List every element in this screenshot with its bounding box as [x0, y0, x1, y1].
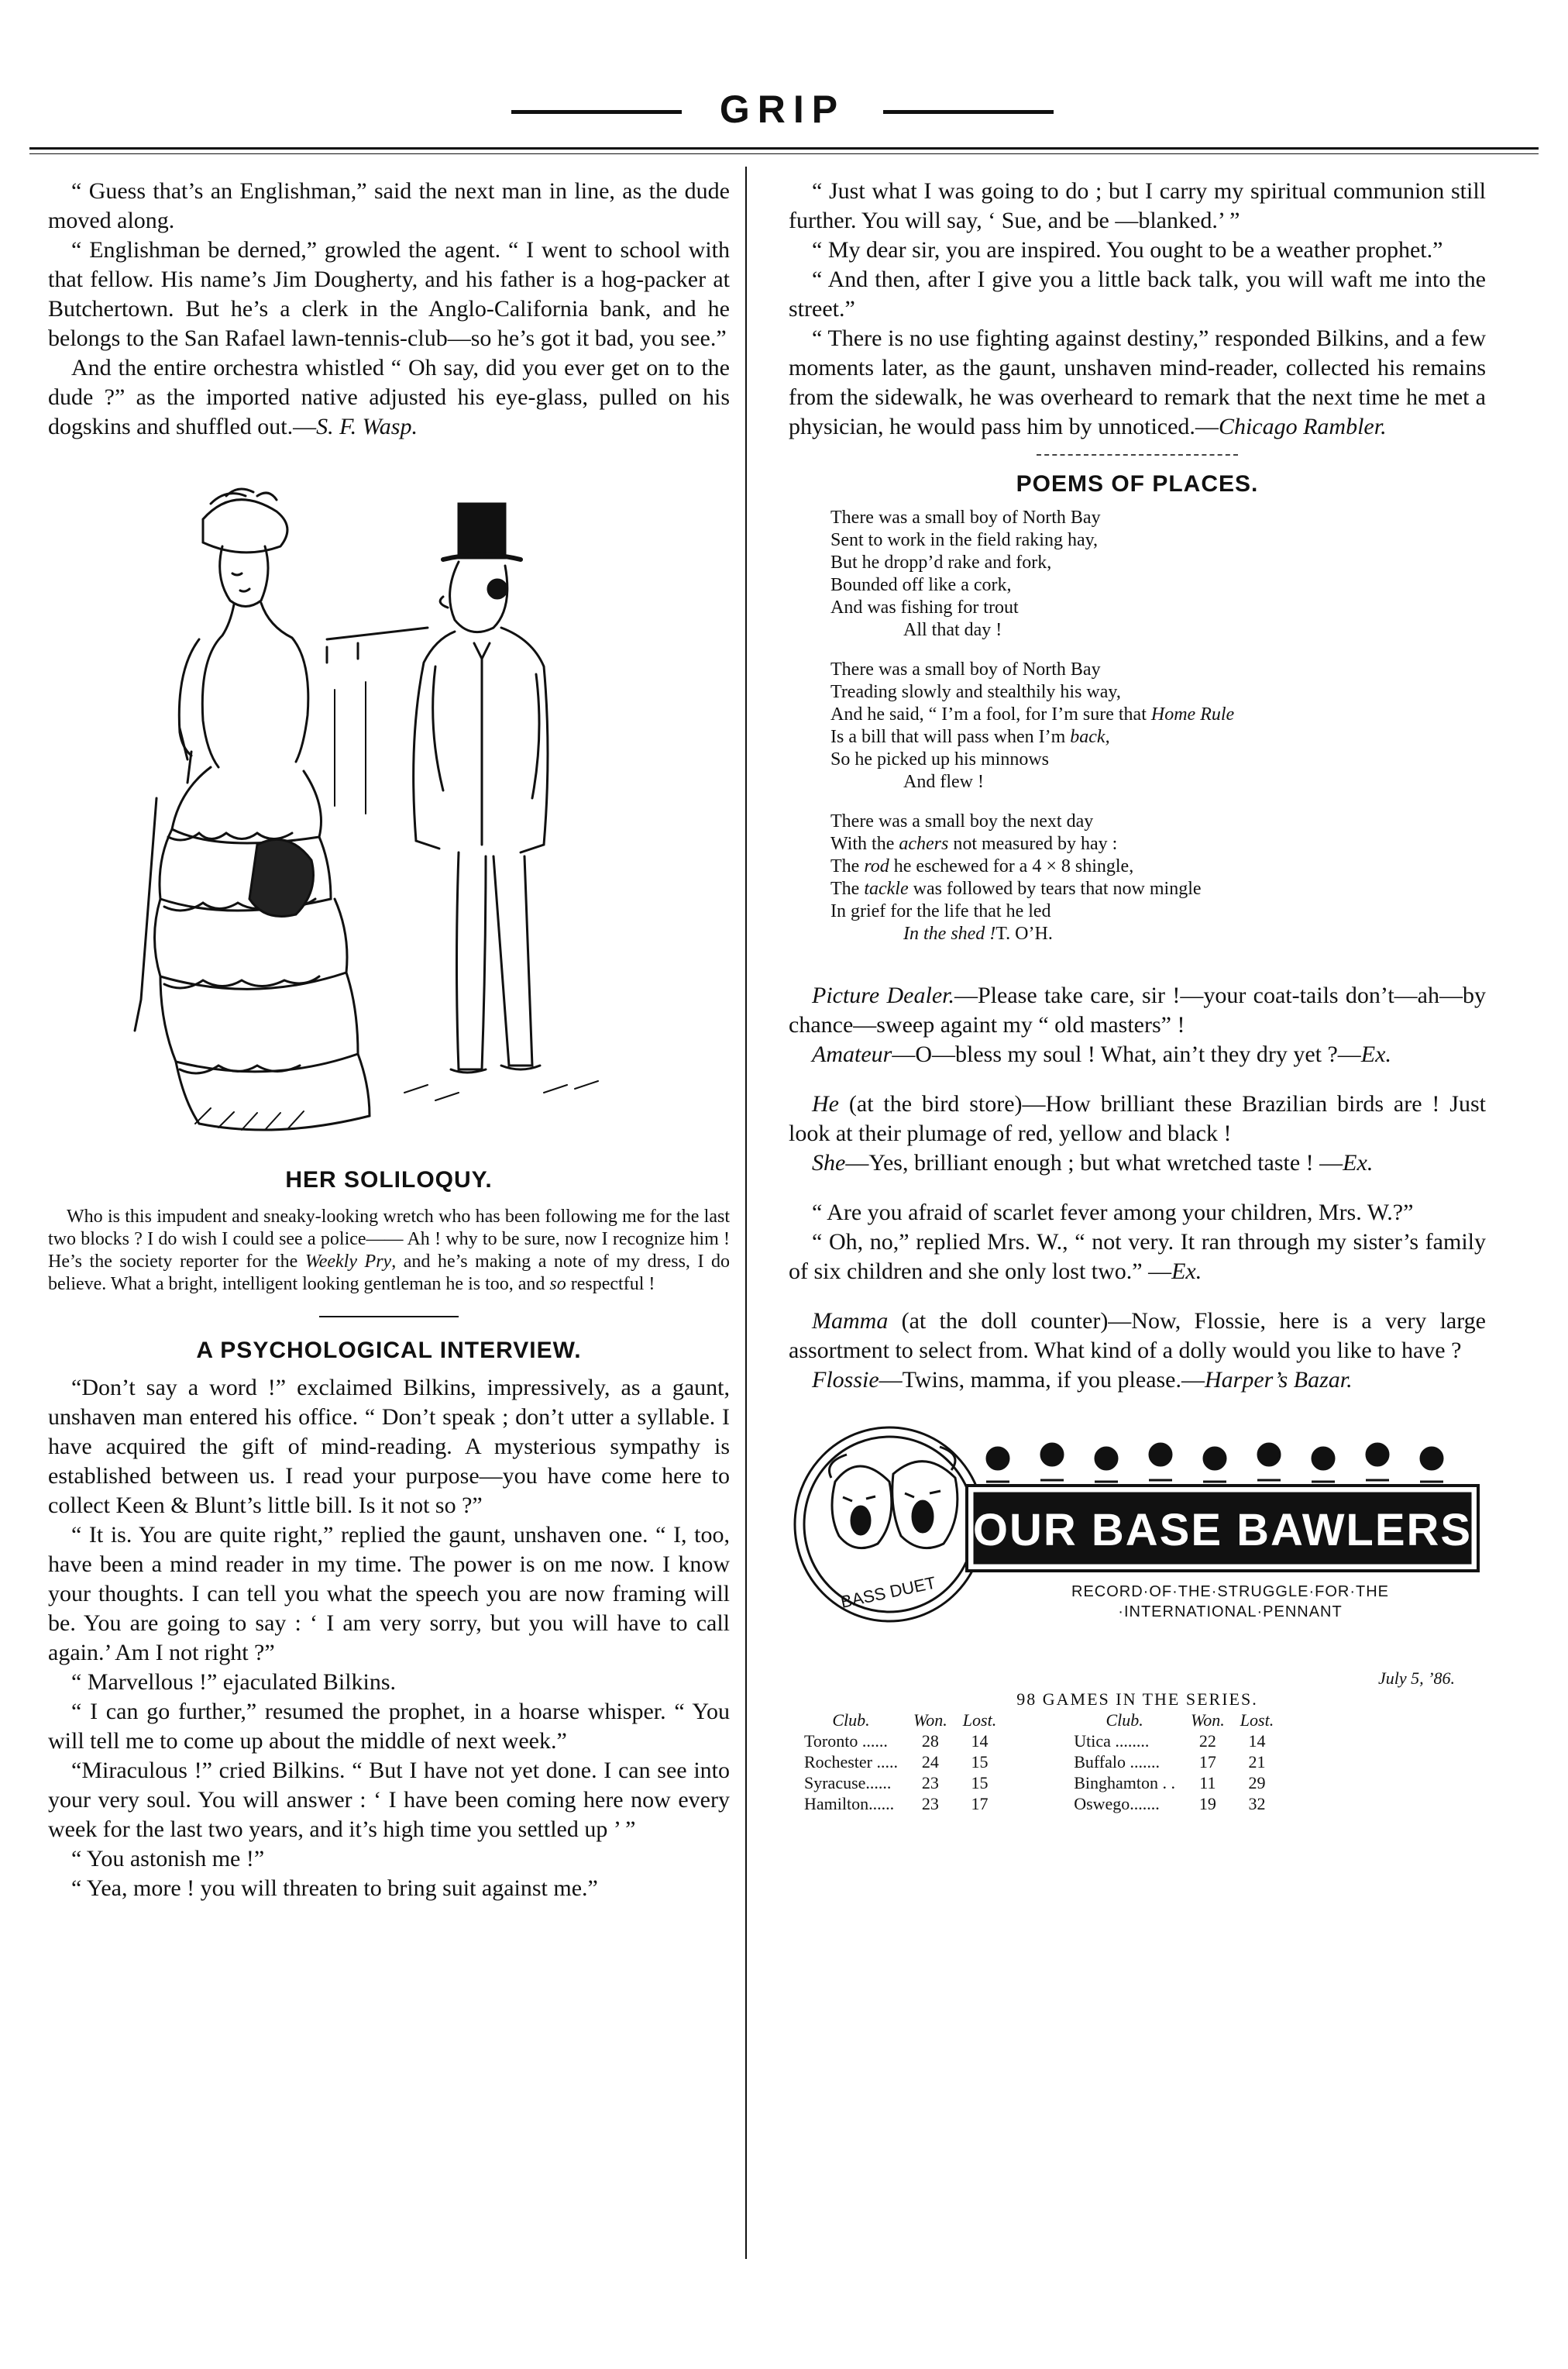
caption-emphasis: so	[549, 1274, 566, 1294]
continuation-paragraph: “ And then, after I give you a little back talk, you will waft me into the street.”	[789, 267, 1486, 322]
joke-speaker: She	[812, 1150, 846, 1176]
poem-italic: achers	[899, 834, 949, 854]
base-bawlers-banner	[789, 1412, 1486, 1668]
caption-text: Who is this impudent and sneaky-looking wretch who has been following me for the last two blocks ? I do wish I could see a police—— Ah ! why to be sure, now I recognize him ! He’s the society reporter for the	[48, 1207, 730, 1272]
intro-paragraph: “ Guess that’s an Englishman,” said the next man in line, as the dude moved along.	[48, 178, 730, 233]
joke-paragraph: “ Are you afraid of scarlet fever among your children, Mrs. W.?”	[812, 1200, 1414, 1225]
poem-text: The	[830, 879, 865, 899]
poem-italic: Home Rule	[1150, 704, 1235, 725]
club-name: Toronto ......	[804, 1731, 888, 1751]
poem-line	[830, 726, 1486, 749]
standings-caption: 98 GAMES IN THE SERIES.	[1016, 1689, 1258, 1709]
poem-line	[830, 856, 1486, 878]
table-row	[796, 1730, 1281, 1751]
continuation-paragraph	[789, 324, 1486, 442]
banner-subtitle: ·INTERNATIONAL·PENNANT	[1118, 1603, 1343, 1620]
continuation-paragraph: “ Just what I was going to do ; but I carry my spiritual communion still further. You will say, ‘ Sue, and be —blanked.’ ”	[789, 178, 1486, 233]
column-header: Lost.	[1240, 1710, 1274, 1730]
poems-title: POEMS OF PLACES.	[1016, 471, 1259, 497]
header-rule	[29, 147, 1539, 150]
joke-text: —Twins, mamma, if you please.—	[879, 1367, 1205, 1393]
article-paragraph: “Miraculous !” cried Bilkins. “ But I have not yet done. I can see into your very soul. You will answer : ‘ I have been coming here now every week for the last two years, and it’s high time you settled up ’ ”	[48, 1758, 730, 1842]
joke-paragraph	[789, 1307, 1486, 1365]
joke-text: —O—bless my soul ! What, ain’t they dry yet ?—	[892, 1042, 1361, 1067]
poem-line: But he dropp’d rake and fork,	[830, 553, 1052, 573]
poem-line: And flew !	[903, 772, 984, 792]
joke-paragraph	[789, 1148, 1486, 1178]
games-won: 24	[921, 1752, 939, 1772]
table-row	[796, 1793, 1281, 1814]
poem-text: was followed by tears that now mingle	[908, 879, 1202, 899]
table-header-row	[796, 1710, 1281, 1730]
poem-stanza	[789, 811, 1486, 945]
poem-line	[830, 833, 1486, 856]
poem-italic: In the shed !	[903, 924, 996, 944]
games-won: 23	[921, 1794, 939, 1813]
poem-text: he eschewed for a 4 × 8 shingle,	[889, 856, 1134, 876]
poem-line	[830, 878, 1486, 900]
column-header: Club.	[832, 1710, 870, 1730]
joke-text: (at the doll counter)—Now, Flossie, here is a very large assortment to select from. What kind of a dolly would you like to have ?	[789, 1308, 1486, 1363]
games-lost: 15	[971, 1773, 989, 1792]
club-name: Buffalo .......	[1074, 1752, 1161, 1772]
illustration-woman-and-dude	[95, 473, 683, 1147]
club-name: Binghamton . .	[1074, 1773, 1175, 1792]
games-won: 28	[921, 1731, 939, 1751]
games-won: 11	[1199, 1773, 1216, 1792]
poem-text: Is a bill that will pass when I’m	[830, 727, 1071, 747]
joke-speaker: Mamma	[812, 1308, 889, 1334]
joke-source: Harper’s Bazar.	[1205, 1367, 1353, 1393]
column-gap	[1004, 1751, 1066, 1772]
banner-badge: BASS DUET	[838, 1572, 938, 1612]
column-gap	[1004, 1710, 1066, 1730]
article-paragraph: “Don’t say a word !” exclaimed Bilkins, impressively, as a gaunt, unshaven man entered his office. “ Don’t speak ; don’t utter a syllable. I have acquired the gift of mind-reading. A mysterious sympathy is established between us. I read your purpose—you have come here to collect Keen & Blunt’s little bill. Is it not so ?”	[48, 1375, 730, 1518]
joke-speaker: He	[812, 1091, 839, 1117]
right-column	[789, 177, 1486, 1814]
joke-text: —Please take care, sir !—your coat-tails don’t—ah—by chance—sweep againt my “ old masters” !	[789, 983, 1487, 1038]
intro-source: S. F. Wasp.	[316, 414, 418, 439]
masthead-title: GRIP	[719, 88, 846, 131]
joke-text: “ Oh, no,” replied Mrs. W., “ not very. It ran through my sister’s family of six children and she only lost two.” —	[789, 1229, 1486, 1284]
joke-text: —Yes, brilliant enough ; but what wretched taste ! —	[845, 1150, 1343, 1176]
poem-line: And was fishing for trout	[830, 597, 1019, 618]
column-gap	[1004, 1772, 1066, 1793]
joke-source: Ex.	[1343, 1150, 1374, 1176]
column-header: Club.	[1106, 1710, 1143, 1730]
joke-paragraph	[789, 1090, 1486, 1148]
games-lost: 32	[1248, 1794, 1266, 1813]
club-name: Hamilton......	[804, 1794, 895, 1813]
column-gap	[1004, 1730, 1066, 1751]
poem-stanza	[789, 659, 1486, 794]
illustration-caption	[48, 1206, 730, 1296]
article-paragraph: “ Yea, more ! you will threaten to bring suit against me.”	[71, 1875, 598, 1901]
article-title: A PSYCHOLOGICAL INTERVIEW.	[196, 1338, 582, 1363]
article-paragraph: “ I can go further,” resumed the prophet, in a hoarse whisper. “ You will tell me to come up about the middle of next week.”	[48, 1699, 730, 1754]
continuation-text: “ There is no use fighting against destiny,” responded Bilkins, and a few moments later, as the gaunt, unshaven mind-reader, collected his remains from the sidewalk, he was overheard to remark that the next time he met a physician, he would pass him by unnoticed.—	[789, 325, 1486, 439]
poem-line: There was a small boy the next day	[830, 811, 1094, 832]
article-paragraph: “ Marvellous !” ejaculated Bilkins.	[71, 1669, 397, 1695]
masthead-rule-right	[883, 110, 1054, 114]
joke-paragraph	[789, 1365, 1486, 1395]
joke-speaker: Picture Dealer.	[812, 983, 954, 1008]
column-header: Lost.	[962, 1710, 997, 1730]
joke-paragraph	[789, 1040, 1486, 1069]
games-won: 19	[1198, 1794, 1216, 1813]
joke-paragraph	[789, 1228, 1486, 1286]
intro-paragraph	[48, 353, 730, 442]
joke-text: (at the bird store)—How brilliant these Brazilian birds are ! Just look at their plumage of red, yellow and black !	[789, 1091, 1486, 1146]
illustration-title: HER SOLILOQUY.	[285, 1167, 493, 1193]
article-paragraph: “ It is. You are quite right,” replied the gaunt, unshaven one. “ I, too, have been a mind reader in my time. The power is on me now. I know your thoughts. I can tell you what the speech you are now framing will be. You are going to say : ‘ I am very sorry, but you will have to call again.’ Am I not right ?”	[48, 1522, 730, 1665]
poem-stanza	[789, 507, 1486, 642]
games-lost: 17	[971, 1794, 989, 1813]
poem-line: Sent to work in the field raking hay,	[830, 530, 1099, 550]
caption-text: respectful !	[566, 1274, 655, 1294]
joke-speaker: Amateur	[812, 1042, 892, 1067]
games-lost: 29	[1248, 1773, 1266, 1792]
club-name: Rochester .....	[804, 1752, 898, 1772]
poem-line: All that day !	[903, 620, 1002, 640]
joke-source: Ex.	[1171, 1259, 1202, 1284]
column-gap	[1004, 1793, 1066, 1814]
caption-text: , and he’s making a note of my dress, I do believe. What a bright, intelligent looking gentleman he is too, and	[48, 1252, 731, 1294]
games-lost: 21	[1248, 1752, 1266, 1772]
poem-line: Treading slowly and stealthily his way,	[830, 682, 1121, 702]
games-lost: 15	[971, 1752, 989, 1772]
intro-paragraph: “ Englishman be derned,” growled the agent. “ I went to school with that fellow. His name’s Jim Dougherty, and his father is a hog-packer at Butchertown. But he’s a clerk in the Anglo-California bank, and he belongs to the San Rafael lawn-tennis-club—so he’s got it bad, you see.”	[48, 237, 730, 351]
poem-italic: rod	[864, 856, 889, 876]
left-column	[48, 177, 730, 1903]
games-lost: 14	[1248, 1731, 1266, 1751]
poem-signature: T. O’H.	[995, 924, 1053, 944]
poem-line: Bounded off like a cork,	[830, 575, 1012, 595]
joke-paragraph	[789, 981, 1486, 1040]
poem-text: The	[830, 856, 865, 876]
poem-text: And he said, “ I’m a fool, for I’m sure that	[830, 704, 1151, 725]
poem-line: So he picked up his minnows	[830, 749, 1049, 770]
standings	[789, 1668, 1486, 1814]
banner-title: OUR BASE BAWLERS	[972, 1505, 1473, 1555]
header-rule-thin	[29, 153, 1539, 154]
games-won: 17	[1198, 1752, 1216, 1772]
standings-date: July 5, ’86.	[1378, 1668, 1455, 1688]
column-divider	[745, 167, 747, 2259]
standings-table	[796, 1710, 1281, 1814]
games-won: 23	[921, 1773, 939, 1792]
column-header: Won.	[1190, 1710, 1225, 1730]
table-row	[796, 1772, 1281, 1793]
poem-text: not measured by hay :	[948, 834, 1118, 854]
joke-speaker: Flossie	[812, 1367, 879, 1393]
poem-line: In grief for the life that he led	[830, 901, 1051, 921]
games-lost: 14	[971, 1731, 989, 1751]
column-header: Won.	[913, 1710, 947, 1730]
games-won: 22	[1198, 1731, 1216, 1751]
joke-source: Ex.	[1360, 1042, 1391, 1067]
poem-italic: tackle	[864, 879, 909, 899]
masthead-rule-left	[511, 110, 682, 114]
poem-closing-line	[830, 923, 1486, 945]
banner-subtitle: RECORD·OF·THE·STRUGGLE·FOR·THE	[1071, 1583, 1389, 1600]
caption-paper-name: Weekly Pry	[304, 1252, 392, 1272]
club-name: Oswego.......	[1074, 1794, 1160, 1813]
poem-line: There was a small boy of North Bay	[830, 659, 1101, 680]
poem-line	[830, 704, 1486, 726]
poem-line: There was a small boy of North Bay	[830, 508, 1101, 528]
continuation-source: Chicago Rambler.	[1218, 414, 1387, 439]
club-name: Utica ........	[1074, 1731, 1150, 1751]
table-row	[796, 1751, 1281, 1772]
continuation-paragraph: “ My dear sir, you are inspired. You ought to be a weather prophet.”	[812, 237, 1443, 263]
article-paragraph: “ You astonish me !”	[71, 1846, 265, 1871]
masthead	[46, 87, 1522, 133]
intro-text: And the entire orchestra whistled “ Oh say, did you ever get on to the dude ?” as the imported native adjusted his eye-glass, pulled on his dogskins and shuffled out.—	[48, 355, 730, 439]
poem-italic: back,	[1070, 727, 1110, 747]
poem-text: With the	[830, 834, 899, 854]
club-name: Syracuse......	[804, 1773, 892, 1792]
